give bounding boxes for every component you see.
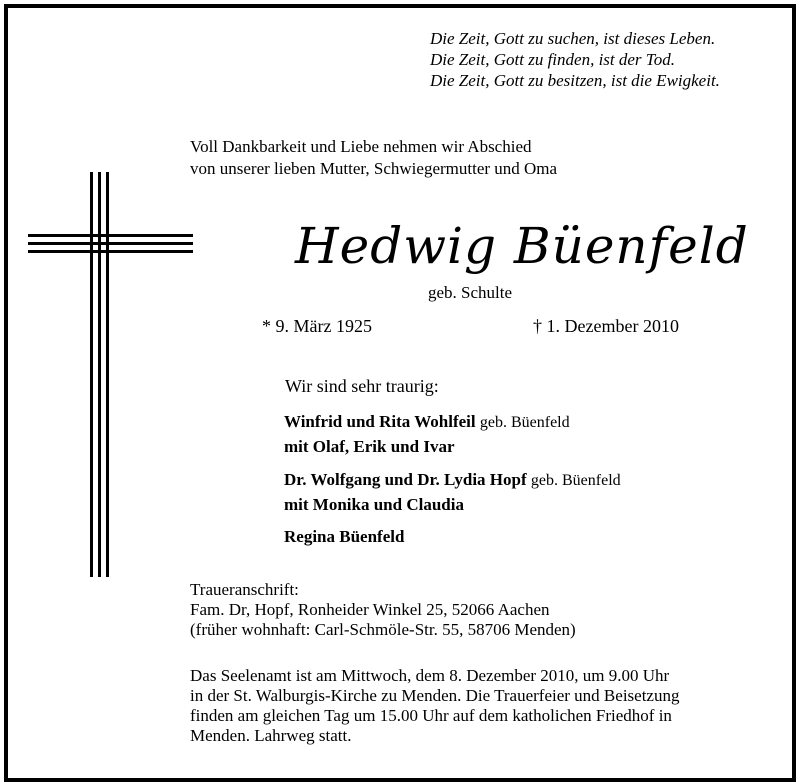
service-line: finden am gleichen Tag um 15.00 Uhr auf dem katholichen Friedhof in <box>190 706 672 725</box>
service-line: in der St. Walburgis-Kirche zu Menden. Die Trauerfeier und Beisetzung <box>190 686 680 705</box>
motto-line: Die Zeit, Gott zu finden, ist der Tod. <box>430 50 675 69</box>
service-line: Menden. Lahrweg statt. <box>190 726 352 745</box>
family-names: Winfrid und Rita Wohlfeil <box>284 412 476 431</box>
family-note: geb. Büenfeld <box>479 414 570 431</box>
death-date: † 1. Dezember 2010 <box>533 316 679 336</box>
address-line: Traueranschrift: <box>190 580 299 599</box>
address-line: Fam. Dr, Hopf, Ronheider Winkel 25, 52066 Aachen <box>190 600 550 619</box>
service-info <box>190 666 679 746</box>
motto-line: Die Zeit, Gott zu suchen, ist dieses Leben. <box>430 29 716 48</box>
intro-line: Voll Dankbarkeit und Liebe nehmen wir Abschied <box>190 137 532 156</box>
family-names: Dr. Wolfgang und Dr. Lydia Hopf <box>284 470 527 489</box>
mourner-family <box>284 410 570 459</box>
intro-line: von unserer lieben Mutter, Schwiegermutter und Oma <box>190 159 558 178</box>
address-line: (früher wohnhaft: Carl-Schmöle-Str. 55, 58706 Menden) <box>190 620 576 639</box>
family-children: mit Monika und Claudia <box>284 495 464 514</box>
maiden-name: geb. Schulte <box>428 283 513 302</box>
cross-icon <box>28 172 193 577</box>
mourning-address <box>190 580 576 640</box>
motto-verse <box>430 28 720 91</box>
deceased-name: Hedwig Büenfeld <box>295 217 749 275</box>
family-children: mit Olaf, Erik und Ivar <box>284 437 455 456</box>
mourner-family <box>284 468 621 517</box>
family-names: Regina Büenfeld <box>284 527 405 546</box>
mourner-family <box>284 525 404 549</box>
motto-line: Die Zeit, Gott zu besitzen, ist die Ewigkeit. <box>430 71 720 90</box>
birth-date: * 9. März 1925 <box>262 316 372 336</box>
service-line: Das Seelenamt ist am Mittwoch, dem 8. Dezember 2010, um 9.00 Uhr <box>190 666 670 685</box>
intro-text <box>190 136 557 180</box>
family-note: geb. Büenfeld <box>530 472 621 489</box>
mourners-heading: Wir sind sehr traurig: <box>285 376 439 396</box>
